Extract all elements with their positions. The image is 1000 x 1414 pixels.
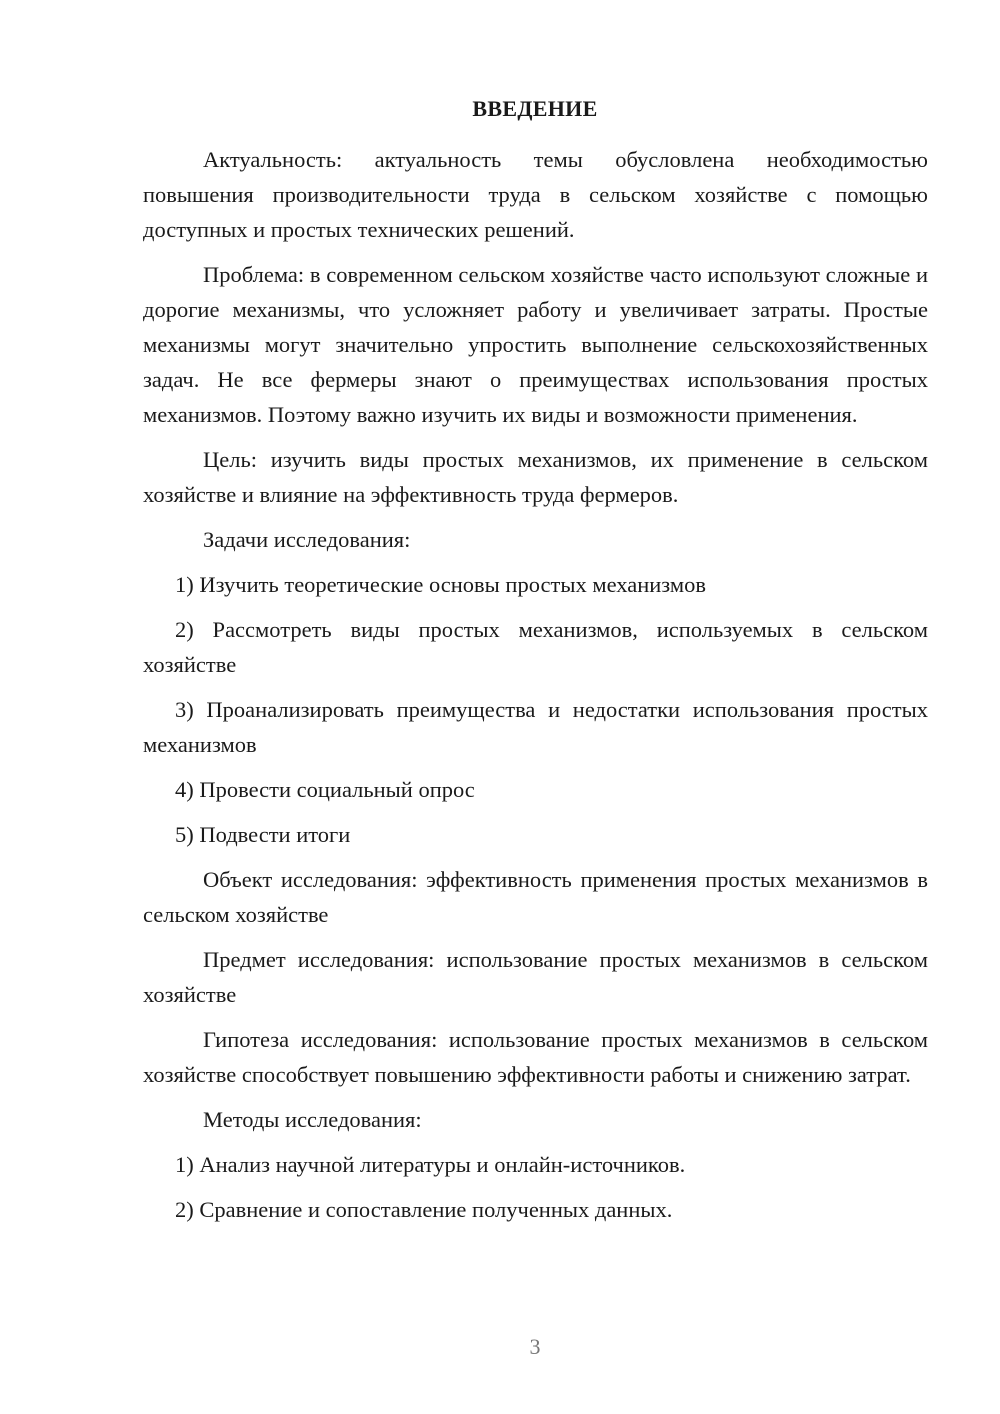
paragraph-methods-heading: Методы исследования: bbox=[203, 1107, 422, 1132]
list-item-task-5: 5) Подвести итоги bbox=[175, 822, 351, 847]
list-item-task-2: 2) Рассмотреть виды простых механизмов, используемых в сельском хозяйстве bbox=[143, 617, 928, 677]
document-body bbox=[143, 142, 928, 1237]
list-item-task-3: 3) Проанализировать преимущества и недостатки использования простых механизмов bbox=[143, 697, 928, 757]
list-item-method-1: 1) Анализ научной литературы и онлайн-источников. bbox=[175, 1152, 686, 1177]
paragraph-relevance: Актуальность: актуальность темы обусловлена необходимостью повышения производительности труда в сельском хозяйстве с помощью доступных и простых технических решений. bbox=[143, 147, 928, 242]
paragraph-object: Объект исследования: эффективность применения простых механизмов в сельском хозяйстве bbox=[143, 867, 928, 927]
paragraph-tasks-heading: Задачи исследования: bbox=[203, 527, 411, 552]
page-number: 3 bbox=[529, 1334, 541, 1359]
list-item-task-4: 4) Провести социальный опрос bbox=[175, 777, 475, 802]
paragraph-subject: Предмет исследования: использование простых механизмов в сельском хозяйстве bbox=[143, 947, 928, 1007]
list-item-method-2: 2) Сравнение и сопоставление полученных данных. bbox=[175, 1197, 673, 1222]
list-item-task-1: 1) Изучить теоретические основы простых механизмов bbox=[175, 572, 706, 597]
page-title: ВВЕДЕНИЕ bbox=[472, 96, 598, 121]
paragraph-hypothesis: Гипотеза исследования: использование простых механизмов в сельском хозяйстве способствует повышению эффективности работы и снижению затрат. bbox=[143, 1027, 928, 1087]
paragraph-problem: Проблема: в современном сельском хозяйстве часто используют сложные и дорогие механизмы, что усложняет работу и увеличивает затраты. Простые механизмы могут значительно упростить выполнение сельскохозяйственных задач. Не все фермеры знают о преимуществах использования простых механизмов. Поэтому важно изучить их виды и возможности применения. bbox=[143, 262, 928, 427]
paragraph-goal: Цель: изучить виды простых механизмов, их применение в сельском хозяйстве и влияние на эффективность труда фермеров. bbox=[143, 447, 928, 507]
